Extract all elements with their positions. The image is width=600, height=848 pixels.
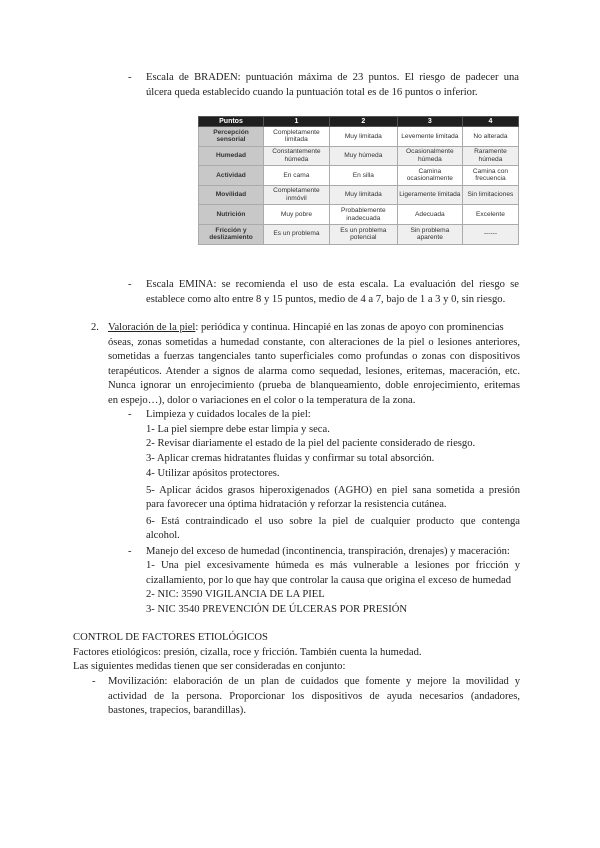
table-cell: Constantemente húmeda: [264, 146, 330, 166]
header-cell: 3: [397, 117, 462, 127]
table-cell: Muy limitada: [329, 185, 397, 205]
valoracion-line: óseas, zonas sometidas a humedad constante, con alteraciones de la piel o lesiones anteriores,: [108, 337, 520, 348]
valoracion-line-1-text: : periódica y continua. Hincapié en las zonas de apoyo con prominencias: [195, 322, 504, 333]
table-cell: Es un problema potencial: [329, 224, 397, 244]
list-number: 2.: [91, 322, 99, 333]
section-heading: CONTROL DE FACTORES ETIOLÓGICOS: [73, 632, 268, 643]
table-cell: Camina ocasionalmente: [397, 166, 462, 186]
movilizacion-line-3: bastones, trapecios, barandillas).: [108, 705, 246, 716]
emina-line-2: establece como alto entre 8 y 15 puntos, medio de 4 a 7, bajo de 1 a 3 y 0, sin riesgo.: [146, 294, 506, 305]
list-item: 2- NIC: 3590 VIGILANCIA DE LA PIEL: [146, 589, 325, 600]
table-row: [199, 185, 519, 205]
header-cell: 1: [264, 117, 330, 127]
table-cell: Ligeramente limitada: [397, 185, 462, 205]
table-row: [199, 127, 519, 147]
list-item: 2- Revisar diariamente el estado de la piel del paciente considerado de riesgo.: [146, 438, 476, 449]
table-cell: ------: [462, 224, 518, 244]
row-header: Percepción sensorial: [199, 127, 264, 147]
list-item: 6- Está contraindicado el uso sobre la piel de cualquier producto que contenga: [146, 516, 520, 527]
header-cell: 4: [462, 117, 518, 127]
table-cell: Completamente limitada: [264, 127, 330, 147]
movilizacion-line-2: actividad de la persona. Proporcionar los dispositivos de ayuda necesarios (andadores,: [108, 691, 520, 702]
table-row: [199, 166, 519, 186]
table-row: [199, 224, 519, 244]
list-item: 1- Una piel excesivamente húmeda es más vulnerable a lesiones por fricción y: [146, 560, 520, 571]
list-item: 3- NIC 3540 PREVENCIÓN DE ÚLCERAS POR PRESIÓN: [146, 604, 408, 615]
valoracion-line: terapéuticos. Atender a signos de alarma como sequedad, lesiones, eritemas, maceración, etc.: [108, 366, 520, 377]
table-cell: Adecuada: [397, 205, 462, 225]
list-item: 4- Utilizar apósitos protectores.: [146, 468, 280, 479]
valoracion-line: Nunca ignorar un enrojecimiento (prueba de blanqueamiento, doble enrojecimiento, eritemas: [108, 380, 520, 391]
table-cell: Excelente: [462, 205, 518, 225]
emina-line-1: Escala EMINA: se recomienda el uso de esta escala. La evaluación del riesgo se: [146, 279, 519, 290]
bullet: -: [128, 546, 132, 557]
braden-header-row: [199, 117, 519, 127]
table-cell: En silla: [329, 166, 397, 186]
paragraph: Las siguientes medidas tienen que ser consideradas en conjunto:: [73, 661, 346, 672]
row-header: Nutrición: [199, 205, 264, 225]
bullet: -: [128, 409, 132, 420]
table-cell: Camina con frecuencia: [462, 166, 518, 186]
list-item: cizallamiento, por lo que hay que controlar la causa que origina el exceso de humedad: [146, 575, 512, 586]
table-cell: Sin limitaciones: [462, 185, 518, 205]
table-cell: Ocasionalmente húmeda: [397, 146, 462, 166]
table-cell: Completamente inmóvil: [264, 185, 330, 205]
table-row: [199, 205, 519, 225]
header-cell: 2: [329, 117, 397, 127]
list-item: 1- La piel siempre debe estar limpia y seca.: [146, 424, 330, 435]
list-item: 5- Aplicar ácidos grasos hiperoxigenados (AGHO) en piel sana sometida a presión: [146, 485, 520, 496]
bullet: -: [92, 676, 96, 687]
paragraph: Factores etiológicos: presión, cizalla, roce y fricción. También cuenta la humedad.: [73, 647, 422, 658]
valoracion-title: Valoración de la piel: [108, 322, 196, 333]
valoracion-line: en espejo…), dolor o variaciones en el color o la temperatura de la zona.: [108, 395, 416, 406]
limpieza-title: Limpieza y cuidados locales de la piel:: [146, 409, 311, 420]
table-cell: No alterada: [462, 127, 518, 147]
table-cell: Sin problema aparente: [397, 224, 462, 244]
table-cell: Muy pobre: [264, 205, 330, 225]
braden-line-1: Escala de BRADEN: puntuación máxima de 23 puntos. El riesgo de padecer una: [146, 72, 519, 83]
movilizacion-line-1: Movilización: elaboración de un plan de cuidados que fomente y mejore la movilidad y: [108, 676, 520, 687]
table-cell: En cama: [264, 166, 330, 186]
header-cell: Puntos: [199, 117, 264, 127]
braden-line-2: úlcera queda establecido cuando la puntuación total es de 16 puntos o inferior.: [146, 87, 478, 98]
row-header: Fricción y deslizamiento: [199, 224, 264, 244]
row-header: Humedad: [199, 146, 264, 166]
table-cell: Es un problema: [264, 224, 330, 244]
list-item: alcohol.: [146, 530, 180, 541]
list-item: 3- Aplicar cremas hidratantes fluidas y confirmar su total absorción.: [146, 453, 435, 464]
valoracion-line: sometidas a fuerzas tangenciales tanto superficiales como profundas o zonas con dispositivos: [108, 351, 520, 362]
table-cell: Probablemente inadecuada: [329, 205, 397, 225]
list-item: para favorecer una óptima hidratación y reforzar la resistencia cutánea.: [146, 499, 447, 510]
braden-table: [198, 116, 519, 245]
humedad-title: Manejo del exceso de humedad (incontinencia, transpiración, drenajes) y maceración:: [146, 546, 510, 557]
table-cell: Muy húmeda: [329, 146, 397, 166]
table-row: [199, 146, 519, 166]
table-cell: Raramente húmeda: [462, 146, 518, 166]
bullet: -: [128, 279, 132, 290]
table-cell: Muy limitada: [329, 127, 397, 147]
valoracion-line-1: [108, 321, 520, 336]
row-header: Movilidad: [199, 185, 264, 205]
table-cell: Levemente limitada: [397, 127, 462, 147]
row-header: Actividad: [199, 166, 264, 186]
bullet: -: [128, 72, 132, 83]
